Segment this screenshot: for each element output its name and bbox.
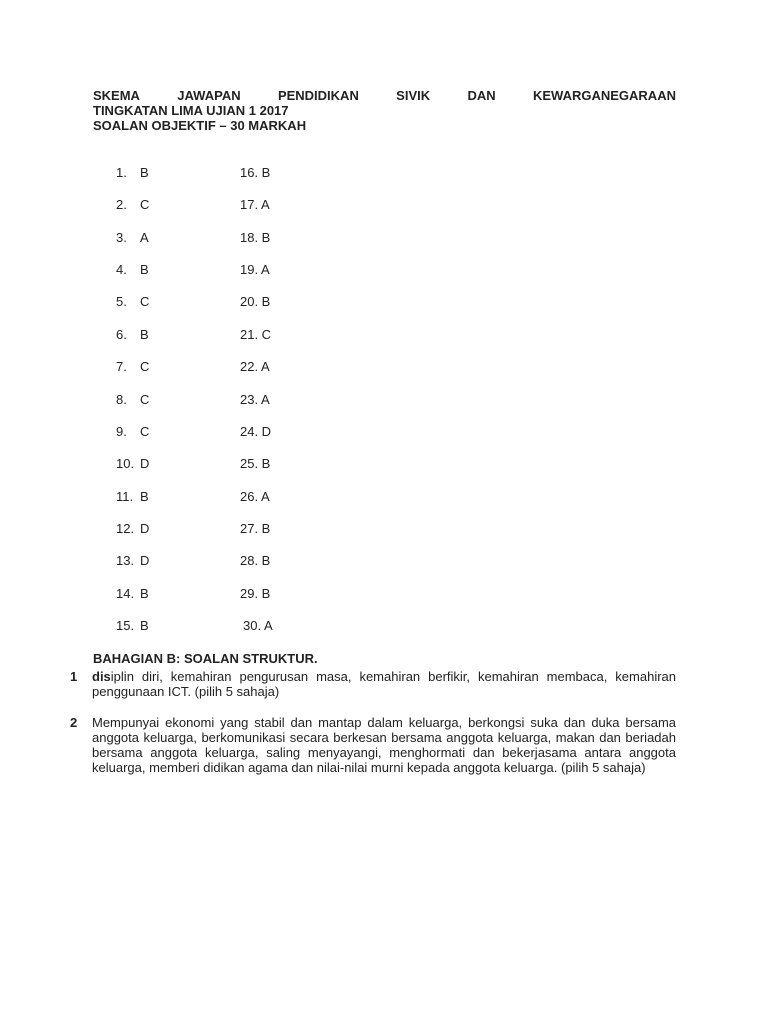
answer-row	[0, 327, 768, 343]
answer-number: 3.	[116, 230, 127, 245]
answer-left	[116, 456, 149, 471]
answer-number: 6.	[116, 327, 127, 342]
answer-number: 14.	[116, 586, 135, 601]
answer-right: 28. B	[240, 553, 271, 568]
answer-left	[116, 197, 149, 212]
answer-right: 23. A	[240, 392, 270, 407]
answer-left	[116, 230, 149, 245]
answer-number: 11.	[116, 489, 134, 504]
answer-number: 2.	[116, 197, 127, 212]
answer-right: 19. A	[240, 262, 270, 277]
answer-letter: C	[140, 197, 150, 212]
answer-number: 1.	[116, 165, 127, 180]
answer-letter: B	[140, 327, 149, 342]
answer-number: 12.	[116, 521, 135, 536]
answer-left	[116, 359, 149, 374]
question-number: 1	[70, 669, 78, 684]
answer-row	[0, 392, 768, 408]
answer-number: 7.	[116, 359, 127, 374]
answer-row	[0, 165, 768, 181]
answer-left	[116, 553, 149, 568]
header-word: PENDIDIKAN	[277, 88, 359, 103]
question-number: 2	[70, 715, 78, 730]
answer-letter: B	[140, 489, 149, 504]
header-word: JAWAPAN	[177, 88, 241, 103]
header-section-title: SOALAN OBJEKTIF – 30 MARKAH	[93, 118, 307, 133]
answer-text	[92, 715, 676, 775]
answer-right: 20. B	[240, 294, 271, 309]
structured-answer	[70, 715, 676, 775]
answer-letter: A	[140, 230, 149, 245]
answer-number: 10.	[116, 456, 135, 471]
header-subtitle: TINGKATAN LIMA UJIAN 1 2017	[93, 103, 289, 118]
structured-answer	[70, 669, 676, 699]
answer-number: 15.	[116, 618, 135, 633]
answer-number: 4.	[116, 262, 127, 277]
answer-letter: C	[140, 294, 150, 309]
answer-row	[0, 197, 768, 213]
answer-lead: dis	[92, 669, 111, 684]
answer-letter: D	[140, 521, 150, 536]
answer-letter: B	[140, 262, 149, 277]
answer-left	[116, 327, 149, 342]
answer-left	[116, 165, 149, 180]
answer-left	[116, 521, 149, 536]
answer-letter: C	[140, 424, 150, 439]
answer-number: 5.	[116, 294, 127, 309]
section-b-title: BAHAGIAN B: SOALAN STRUKTUR.	[93, 651, 318, 666]
answer-row	[0, 553, 768, 569]
answer-letter: D	[140, 456, 150, 471]
answer-number: 8.	[116, 392, 127, 407]
answer-right: 27. B	[240, 521, 271, 536]
answer-right: 26. A	[240, 489, 270, 504]
answer-right: 30. A	[243, 618, 273, 633]
answer-row	[0, 359, 768, 375]
answer-letter: B	[140, 586, 149, 601]
header-title-line	[93, 88, 676, 103]
header-word: SKEMA	[93, 88, 140, 103]
answer-letter: B	[140, 618, 149, 633]
answer-letter: C	[140, 392, 150, 407]
answer-row	[0, 618, 768, 634]
answer-right: 25. B	[240, 456, 271, 471]
answer-row	[0, 262, 768, 278]
answer-row	[0, 586, 768, 602]
answer-left	[116, 489, 149, 504]
answer-right: 24. D	[240, 424, 272, 439]
answer-left	[116, 294, 149, 309]
answer-row	[0, 424, 768, 440]
answer-row	[0, 294, 768, 310]
answer-body: iplin diri, kemahiran pengurusan masa, kemahiran berfikir, kemahiran membaca, kemahiran penggunaan ICT. (pilih 5 sahaja)	[92, 669, 676, 699]
answer-body: Mempunyai ekonomi yang stabil dan mantap dalam keluarga, berkongsi suka dan duka bersama anggota keluarga, berkomunikasi secara berkesan bersama anggota keluarga, makan dan beriadah bersama anggota keluarga, saling menyayangi, menghormati dan bekerjasama antara anggota keluarga, memberi didikan agama dan nilai-nilai murni kepada anggota keluarga. (pilih 5 sahaja)	[92, 715, 676, 775]
header-word: KEWARGANEGARAAN	[532, 88, 676, 103]
answer-left	[116, 392, 149, 407]
answer-row	[0, 456, 768, 472]
answer-row	[0, 230, 768, 246]
answer-row	[0, 489, 768, 505]
answer-letter: C	[140, 359, 150, 374]
answer-left	[116, 262, 149, 277]
answer-right: 18. B	[240, 230, 271, 245]
answer-row	[0, 521, 768, 537]
answer-letter: D	[140, 553, 150, 568]
header-word: DAN	[467, 88, 496, 103]
answer-right: 21. C	[240, 327, 272, 342]
answer-left	[116, 586, 149, 601]
answer-right: 29. B	[240, 586, 271, 601]
answer-left	[116, 424, 149, 439]
answer-right: 16. B	[240, 165, 271, 180]
answer-right: 17. A	[240, 197, 270, 212]
document-header	[93, 88, 676, 133]
answer-left	[116, 618, 149, 633]
answer-right: 22. A	[240, 359, 270, 374]
answer-number: 9.	[116, 424, 127, 439]
answer-number: 13.	[116, 553, 135, 568]
answer-text	[92, 669, 676, 699]
answer-letter: B	[140, 165, 149, 180]
header-word: SIVIK	[396, 88, 431, 103]
